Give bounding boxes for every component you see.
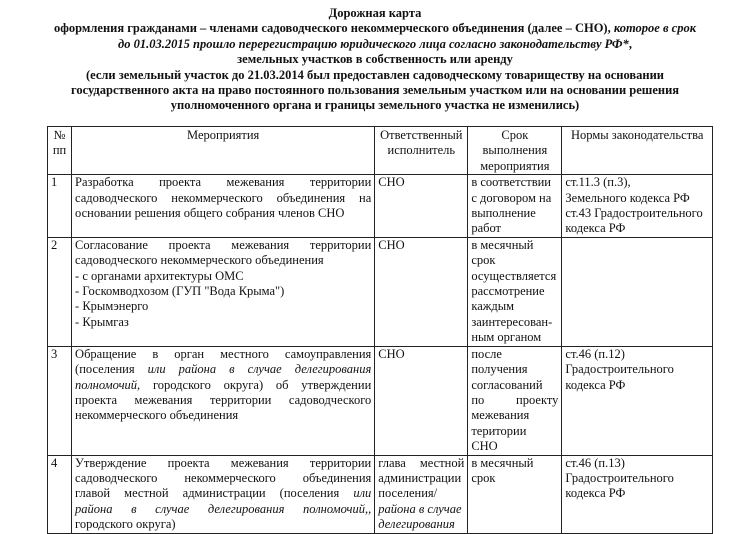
header-line-3-comma: , bbox=[628, 36, 632, 51]
deadline-line: работ bbox=[471, 221, 502, 236]
law-cell bbox=[562, 237, 713, 346]
deadline-line: получения bbox=[471, 362, 528, 377]
row-number: 1 bbox=[48, 175, 72, 238]
activity-italic-text: полномочий bbox=[75, 377, 138, 392]
header-law: Нормы законодательства bbox=[562, 127, 713, 175]
deadline-cell bbox=[468, 175, 562, 238]
activity-line: проекта межевания территории садоводческого bbox=[75, 392, 372, 407]
deadline-line: в месячный bbox=[471, 455, 534, 470]
law-line: Градостроительного bbox=[565, 470, 674, 485]
law-cell bbox=[562, 175, 713, 238]
responsible-cell: СНО bbox=[375, 175, 468, 238]
header-responsible bbox=[375, 127, 468, 175]
deadline-line: в соответствии bbox=[471, 175, 551, 190]
table-row bbox=[48, 237, 713, 346]
activity-text: (поселения bbox=[75, 362, 148, 377]
header-deadline-line: Срок bbox=[501, 128, 529, 142]
row-number: 2 bbox=[48, 237, 72, 346]
law-line: Градостроительного bbox=[565, 362, 674, 377]
activity-cell bbox=[72, 237, 375, 346]
row-number: 4 bbox=[48, 455, 72, 533]
responsible-cell: СНО bbox=[375, 346, 468, 455]
row-number: 3 bbox=[48, 346, 72, 455]
activity-line: Обращение в орган местного самоуправления bbox=[75, 346, 372, 361]
activity-cell bbox=[72, 175, 375, 238]
header-activity: Мероприятия bbox=[72, 127, 375, 175]
activity-line bbox=[75, 378, 371, 393]
law-line: кодекса РФ bbox=[565, 486, 626, 501]
law-line: ст.11.3 (п.3), bbox=[565, 175, 631, 190]
activity-line: садоводческого некоммерческого объединения на bbox=[75, 190, 372, 205]
header-line-2-italic: которое в срок bbox=[613, 21, 697, 36]
header-deadline bbox=[468, 127, 562, 175]
activity-text: главой местной администрации (поселения bbox=[75, 486, 354, 501]
document-header bbox=[30, 6, 720, 114]
activity-line: - Госкомводхозом (ГУП "Вода Крыма") bbox=[75, 284, 285, 299]
responsible-cell bbox=[375, 455, 468, 533]
deadline-cell bbox=[468, 346, 562, 455]
responsible-line: администрации bbox=[378, 470, 462, 485]
header-responsible-line: Ответственный bbox=[380, 128, 463, 142]
header-line-2-text: оформления гражданами – членами садоводческого некоммерческого объединения (далее – СНО), bbox=[53, 21, 614, 36]
activity-line bbox=[75, 486, 371, 501]
activity-line: Утверждение проекта межевания территории bbox=[75, 455, 372, 470]
deadline-line: каждым bbox=[471, 299, 515, 314]
responsible-line: делегирования bbox=[378, 517, 455, 532]
header-line-6: государственного акта на право постоянного пользования земельным участком или на основании решения bbox=[70, 83, 680, 98]
law-line: ст.43 Градостроительного bbox=[565, 206, 703, 221]
activity-line: Согласование проекта межевания территории bbox=[75, 237, 372, 252]
activity-line: основании решения общего собрания членов СНО bbox=[75, 206, 345, 221]
deadline-cell bbox=[468, 237, 562, 346]
law-cell bbox=[562, 346, 713, 455]
law-line: кодекса РФ bbox=[565, 377, 626, 392]
activity-line: садоводческого некоммерческого объединения bbox=[75, 470, 372, 485]
activity-cell bbox=[72, 455, 375, 533]
responsible-line: района в случае bbox=[378, 501, 462, 516]
law-line: Земельного кодекса РФ bbox=[565, 190, 690, 205]
table-header-row bbox=[48, 127, 713, 175]
deadline-line: межевания bbox=[471, 408, 530, 423]
activity-cell bbox=[72, 346, 375, 455]
header-deadline-line: мероприятия bbox=[480, 158, 550, 173]
deadline-line: територии bbox=[471, 423, 527, 438]
law-line: кодекса РФ bbox=[565, 221, 626, 236]
header-responsible-line: исполнитель bbox=[387, 143, 456, 158]
responsible-line: глава местной bbox=[378, 455, 465, 470]
activity-text: , городского округа) об утверждении bbox=[137, 377, 372, 392]
header-num-line: пп bbox=[52, 143, 67, 158]
activity-italic-text: района в случае делегирования полномочий, bbox=[75, 501, 369, 516]
deadline-line: с договором на bbox=[471, 190, 552, 205]
header-line-7: уполномоченного органа и границы земельного участка не изменились) bbox=[170, 98, 580, 113]
activity-italic-text: или района в случае делегирования bbox=[147, 362, 372, 377]
law-cell bbox=[562, 455, 713, 533]
table-row bbox=[48, 346, 713, 455]
header-line-2 bbox=[30, 21, 720, 36]
deadline-line: после bbox=[471, 346, 502, 361]
activity-italic-text: или bbox=[353, 486, 372, 501]
activity-line bbox=[75, 362, 371, 377]
header-num bbox=[48, 127, 72, 175]
activity-line: садоводческого некоммерческого объединения bbox=[75, 253, 324, 268]
header-line-3 bbox=[30, 37, 720, 52]
header-line-3-italic: до 01.03.2015 прошло перерегистрацию юридического лица согласно законодательству РФ* bbox=[118, 36, 629, 51]
table-row bbox=[48, 455, 713, 533]
deadline-line: в месячный bbox=[471, 237, 534, 252]
deadline-line: ным органом bbox=[471, 330, 542, 345]
activity-line: городского округа) bbox=[75, 517, 176, 532]
deadline-line: по проекту bbox=[471, 392, 559, 407]
deadline-cell bbox=[468, 455, 562, 533]
deadline-line: срок bbox=[471, 470, 496, 485]
activity-text: , bbox=[368, 501, 372, 516]
header-line-4: земельных участков в собственность или аренду bbox=[237, 52, 513, 67]
document-title: Дорожная карта bbox=[328, 6, 422, 20]
activity-line bbox=[75, 502, 371, 517]
deadline-line: рассмотрение bbox=[471, 284, 545, 299]
activity-line: - Крымгаз bbox=[75, 314, 129, 329]
law-line: ст.46 (п.13) bbox=[565, 455, 625, 470]
responsible-line: поселения/ bbox=[378, 486, 438, 501]
deadline-line: выполнение bbox=[471, 206, 536, 221]
activity-line: - Крымэнерго bbox=[75, 299, 149, 314]
deadline-line: срок bbox=[471, 253, 496, 268]
activity-line: - с органами архитектуры ОМС bbox=[75, 268, 244, 283]
deadline-line: осуществляется bbox=[471, 268, 557, 283]
responsible-cell: СНО bbox=[375, 237, 468, 346]
deadline-line: заинтересован- bbox=[471, 314, 553, 329]
activity-line: некоммерческого объединения bbox=[75, 408, 239, 423]
table-row bbox=[48, 175, 713, 238]
header-line-5: (если земельный участок до 21.03.2014 был предоставлен садоводческому товариществу на основании bbox=[85, 67, 664, 82]
activity-line: Разработка проекта межевания территории bbox=[75, 175, 372, 190]
header-deadline-line: выполнения bbox=[482, 143, 548, 158]
deadline-line: согласований bbox=[471, 377, 543, 392]
roadmap-table bbox=[47, 126, 713, 534]
header-num-line: № bbox=[53, 128, 66, 142]
deadline-line: СНО bbox=[471, 439, 498, 454]
law-line: ст.46 (п.12) bbox=[565, 346, 625, 361]
